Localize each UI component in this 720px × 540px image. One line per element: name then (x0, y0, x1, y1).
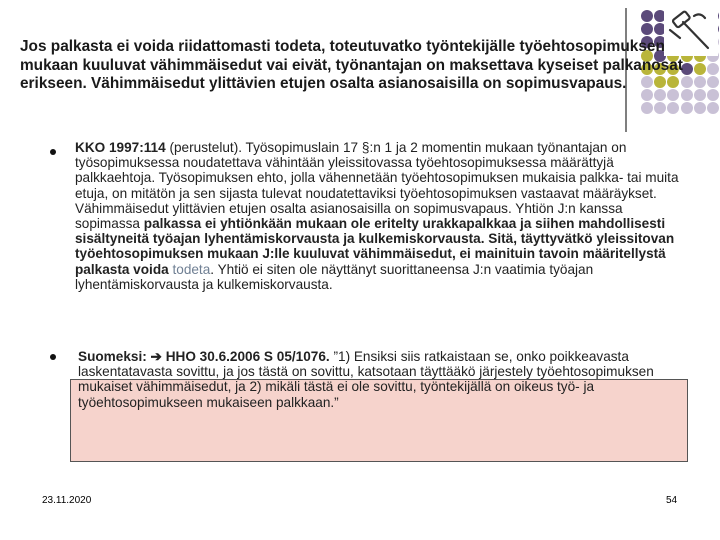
case-kko-1997-114 (75, 140, 680, 292)
hho-case-title: HHO 30.6.2006 S 05/1076. (161, 349, 330, 364)
decor-dot (641, 102, 653, 114)
case-bold-text: palkassa ei yhtiönkään mukaan ole eritelty urakkapalkkaa ja siihen mahdollisesti sisältyneitä työajan lyhentämiskorvausta ja kulkemiskorvausta. Sitä, täyttyvätkö yleissitovan työehtosopimuksen mukaan J:lle kuuluvat vähimmäisedut, ei mainituin tavoin määritellystä palkasta voida (75, 216, 675, 277)
suomeksi-label: Suomeksi: (78, 349, 147, 364)
decor-dot (707, 63, 719, 75)
decor-dot (641, 23, 653, 35)
decor-dot (681, 102, 693, 114)
case-text-b: . Yhtiö ei siten ole näyttänyt suorittaneensa J:n vaatimia työajan lyhentämiskorvausta ja kulkemiskorvausta. (75, 261, 594, 292)
decor-dot (667, 102, 679, 114)
bullet-2 (50, 354, 56, 360)
decor-dot (641, 10, 653, 22)
slide-heading: Jos palkasta ei voida riidattomasti todeta, toteutuvatko työntekijälle työehtosopimuksen mukaan kuuluvat vähimmäisedut vai eivät, työnantajan on maksettava kyseiset palkanosat erikseen. Vähimmäisedut ylittävien etujen osalta asianosaisilla on sopimusvapaus. (20, 38, 683, 93)
todeta-link[interactable]: todeta (168, 261, 211, 277)
decor-dot (707, 102, 719, 114)
page-number: 54 (666, 495, 678, 506)
hho-case-text: ”1) Ensiksi siis ratkaistaan se, onko poikkeavasta laskentatavasta sovittu, ja jos tästä on sovittu, katsotaan täyttääkö järjestely työehtosopimuksen mukaiset vähimmäisedut, ja 2) mikäli tästä ei ole sovittu, työntekijällä on oikeus työ- ja työehtosopimukseen mukaiseen palkkaan.” (78, 349, 654, 410)
decor-dot (707, 76, 719, 88)
arrow-icon: ➔ (150, 349, 162, 364)
footer-date: 23.11.2020 (42, 495, 92, 506)
decor-dot (694, 102, 706, 114)
bullet-1 (50, 149, 56, 155)
case-text-a: (perustelut). Työsopimuslain 17 §:n 1 ja 2 momentin mukaan työnantajan on työsopimuksessa noudatettava vähintään yleissitovassa työehtosopimuksessa määrättyjä palkkaehtoja. Työsopimuksen ehto, jolla vähennetään työehtosopimuksen mukaisia palkka- tai muita etuja, on mitätön ja sen sijasta tulevat noudatettaviksi työehtosopimuksen vastaavat määräykset. Vähimmäisedut ylittävien etujen osalta asianosaisilla on sopimusvapaus. Yhtiön J:n kanssa sopimassa (75, 140, 679, 232)
case-hho-2006 (78, 349, 684, 410)
decor-dot (654, 102, 666, 114)
decor-dot (707, 89, 719, 101)
case-title: KKO 1997:114 (75, 140, 166, 155)
